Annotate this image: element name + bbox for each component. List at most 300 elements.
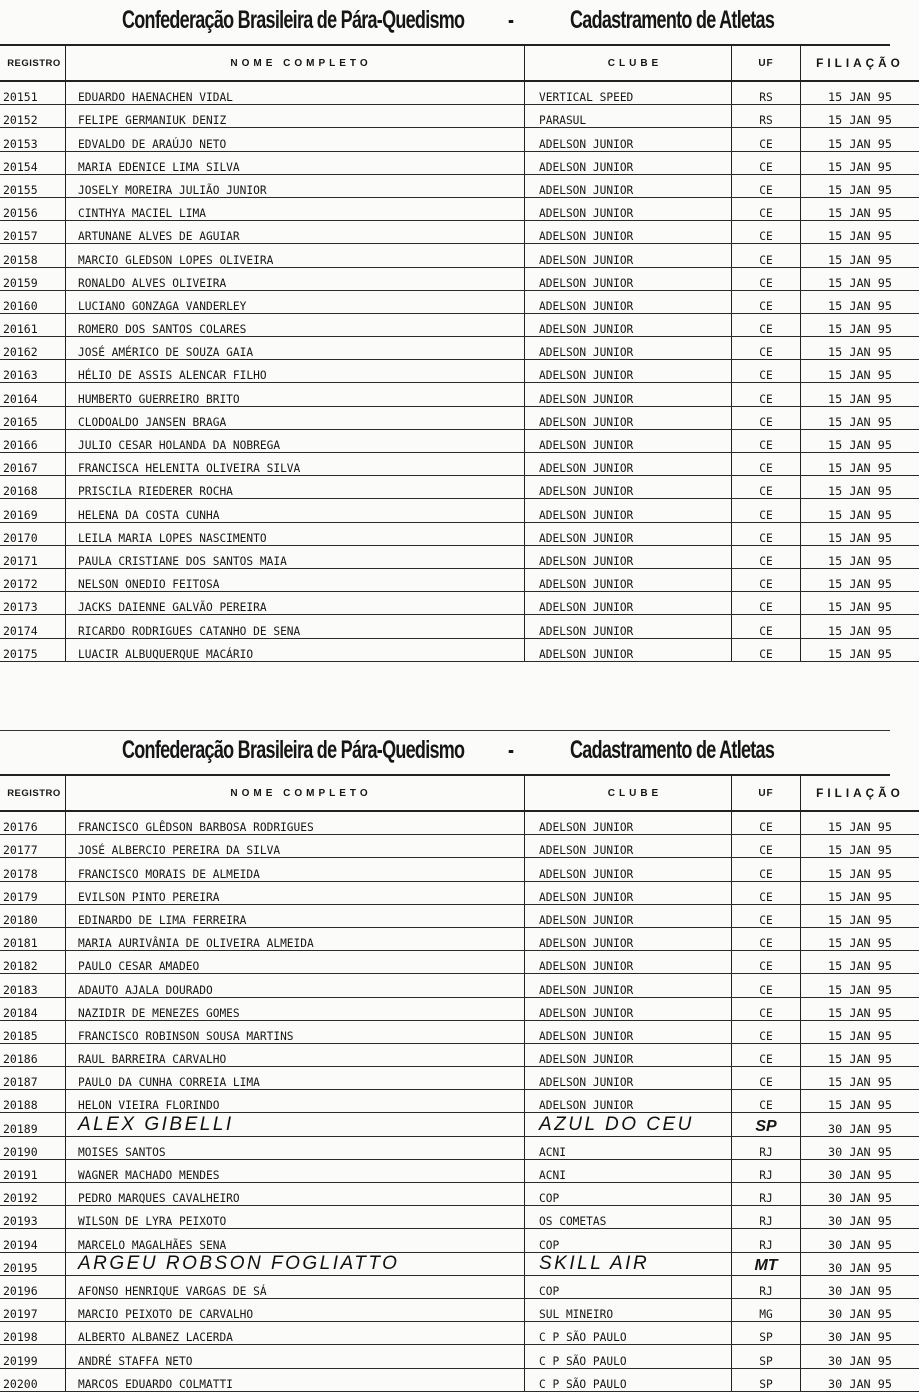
cell-filiacao: 15 JAN 95 xyxy=(801,221,919,244)
cell-uf: CE xyxy=(732,1020,801,1043)
cell-nome: NELSON ONEDIO FEITOSA xyxy=(66,568,525,591)
cell-uf: CE xyxy=(732,406,801,429)
cell-clube: ADELSON JUNIOR xyxy=(525,476,732,499)
cell-filiacao: 15 JAN 95 xyxy=(801,105,919,128)
cell-filiacao: 30 JAN 95 xyxy=(801,1368,919,1391)
table-row xyxy=(0,1206,919,1229)
cell-nome: WILSON DE LYRA PEIXOTO xyxy=(66,1206,525,1229)
cell-filiacao: 15 JAN 95 xyxy=(801,499,919,522)
cell-nome: MARCELO MAGALHÃES SENA xyxy=(66,1229,525,1252)
cell-uf: MT xyxy=(732,1252,801,1275)
cell-clube: ADELSON JUNIOR xyxy=(525,499,732,522)
cell-nome: ALEX GIBELLI xyxy=(66,1113,525,1136)
cell-registro: 20158 xyxy=(0,244,66,267)
cell-clube: ADELSON JUNIOR xyxy=(525,453,732,476)
cell-registro: 20188 xyxy=(0,1090,66,1113)
cell-filiacao: 15 JAN 95 xyxy=(801,522,919,545)
cell-filiacao: 15 JAN 95 xyxy=(801,453,919,476)
cell-registro: 20174 xyxy=(0,615,66,638)
cell-clube: ADELSON JUNIOR xyxy=(525,267,732,290)
cell-clube: OS COMETAS xyxy=(525,1206,732,1229)
cell-registro: 20162 xyxy=(0,337,66,360)
cell-registro: 20200 xyxy=(0,1368,66,1391)
cell-filiacao: 15 JAN 95 xyxy=(801,174,919,197)
cell-nome: MARIA EDENICE LIMA SILVA xyxy=(66,151,525,174)
registration-sheet xyxy=(0,730,890,1392)
cell-clube: COP xyxy=(525,1229,732,1252)
table-row xyxy=(0,1067,919,1090)
table-body xyxy=(0,81,919,661)
cell-clube: ADELSON JUNIOR xyxy=(525,835,732,858)
table-row xyxy=(0,174,919,197)
cell-uf: CE xyxy=(732,1067,801,1090)
cell-clube: ADELSON JUNIOR xyxy=(525,974,732,997)
cell-clube: ADELSON JUNIOR xyxy=(525,1090,732,1113)
table-row xyxy=(0,151,919,174)
cell-filiacao: 30 JAN 95 xyxy=(801,1298,919,1321)
cell-clube: ADELSON JUNIOR xyxy=(525,290,732,313)
cell-clube: COP xyxy=(525,1275,732,1298)
cell-clube: SKILL AIR xyxy=(525,1252,732,1275)
cell-uf: CE xyxy=(732,615,801,638)
cell-registro: 20173 xyxy=(0,592,66,615)
cell-filiacao: 15 JAN 95 xyxy=(801,151,919,174)
cell-filiacao: 30 JAN 95 xyxy=(801,1275,919,1298)
cell-uf: CE xyxy=(732,858,801,881)
cell-filiacao: 15 JAN 95 xyxy=(801,406,919,429)
cell-nome: MARIA AURIVÂNIA DE OLIVEIRA ALMEIDA xyxy=(66,927,525,950)
cell-registro: 20161 xyxy=(0,313,66,336)
cell-clube: ADELSON JUNIOR xyxy=(525,1067,732,1090)
cell-registro: 20156 xyxy=(0,197,66,220)
table-row xyxy=(0,476,919,499)
table-row xyxy=(0,927,919,950)
cell-registro: 20159 xyxy=(0,267,66,290)
cell-clube: ADELSON JUNIOR xyxy=(525,568,732,591)
cell-clube: ADELSON JUNIOR xyxy=(525,592,732,615)
cell-uf: CE xyxy=(732,835,801,858)
cell-filiacao: 15 JAN 95 xyxy=(801,197,919,220)
cell-filiacao: 30 JAN 95 xyxy=(801,1136,919,1159)
table-row xyxy=(0,337,919,360)
cell-filiacao: 30 JAN 95 xyxy=(801,1113,919,1136)
cell-clube: PARASUL xyxy=(525,105,732,128)
cell-clube: ADELSON JUNIOR xyxy=(525,997,732,1020)
cell-filiacao: 15 JAN 95 xyxy=(801,638,919,661)
cell-uf: CE xyxy=(732,429,801,452)
cell-uf: CE xyxy=(732,811,801,835)
cell-clube: ADELSON JUNIOR xyxy=(525,545,732,568)
cell-registro: 20195 xyxy=(0,1252,66,1275)
table-row xyxy=(0,1020,919,1043)
cell-filiacao: 15 JAN 95 xyxy=(801,545,919,568)
table-row xyxy=(0,1275,919,1298)
cell-clube: ADELSON JUNIOR xyxy=(525,244,732,267)
cell-nome: JOSÉ ALBERCIO PEREIRA DA SILVA xyxy=(66,835,525,858)
cell-uf: CE xyxy=(732,974,801,997)
cell-nome: MARCIO GLEDSON LOPES OLIVEIRA xyxy=(66,244,525,267)
cell-registro: 20152 xyxy=(0,105,66,128)
cell-registro: 20163 xyxy=(0,360,66,383)
table-row xyxy=(0,997,919,1020)
cell-clube: C P SÃO PAULO xyxy=(525,1368,732,1391)
cell-clube: ADELSON JUNIOR xyxy=(525,1043,732,1066)
cell-filiacao: 15 JAN 95 xyxy=(801,1043,919,1066)
cell-uf: CE xyxy=(732,174,801,197)
cell-registro: 20164 xyxy=(0,383,66,406)
cell-uf: CE xyxy=(732,997,801,1020)
cell-filiacao: 15 JAN 95 xyxy=(801,476,919,499)
table-row xyxy=(0,244,919,267)
cell-nome: HELENA DA COSTA CUNHA xyxy=(66,499,525,522)
table-header-row xyxy=(0,776,919,811)
cell-clube: C P SÃO PAULO xyxy=(525,1345,732,1368)
cell-registro: 20166 xyxy=(0,429,66,452)
cell-uf: SP xyxy=(732,1345,801,1368)
cell-registro: 20169 xyxy=(0,499,66,522)
cell-filiacao: 15 JAN 95 xyxy=(801,904,919,927)
cell-uf: CE xyxy=(732,453,801,476)
cell-clube: ADELSON JUNIOR xyxy=(525,174,732,197)
table-row xyxy=(0,1136,919,1159)
cell-registro: 20153 xyxy=(0,128,66,151)
cell-registro: 20171 xyxy=(0,545,66,568)
cell-uf: CE xyxy=(732,290,801,313)
cell-filiacao: 15 JAN 95 xyxy=(801,568,919,591)
cell-filiacao: 15 JAN 95 xyxy=(801,1067,919,1090)
column-header-clube: CLUBE xyxy=(525,776,732,811)
column-header-filiacao: FILIAÇÃO xyxy=(801,46,919,81)
table-row xyxy=(0,313,919,336)
table-row xyxy=(0,499,919,522)
cell-nome: ALBERTO ALBANEZ LACERDA xyxy=(66,1322,525,1345)
cell-nome: LUACIR ALBUQUERQUE MACÁRIO xyxy=(66,638,525,661)
cell-nome: EDUARDO HAENACHEN VIDAL xyxy=(66,81,525,105)
cell-clube: ADELSON JUNIOR xyxy=(525,811,732,835)
cell-filiacao: 15 JAN 95 xyxy=(801,1020,919,1043)
cell-nome: JACKS DAIENNE GALVÃO PEREIRA xyxy=(66,592,525,615)
cell-filiacao: 15 JAN 95 xyxy=(801,811,919,835)
cell-clube: COP xyxy=(525,1183,732,1206)
cell-nome: LUCIANO GONZAGA VANDERLEY xyxy=(66,290,525,313)
cell-uf: SP xyxy=(732,1322,801,1345)
cell-registro: 20181 xyxy=(0,927,66,950)
cell-registro: 20177 xyxy=(0,835,66,858)
cell-nome: RICARDO RODRIGUES CATANHO DE SENA xyxy=(66,615,525,638)
cell-clube: AZUL DO CEU xyxy=(525,1113,732,1136)
table-row xyxy=(0,522,919,545)
cell-registro: 20155 xyxy=(0,174,66,197)
cell-nome: MARCIO PEIXOTO DE CARVALHO xyxy=(66,1298,525,1321)
cell-registro: 20165 xyxy=(0,406,66,429)
cell-nome: ARGEU ROBSON FOGLIATTO xyxy=(66,1252,525,1275)
cell-filiacao: 15 JAN 95 xyxy=(801,313,919,336)
table-row xyxy=(0,1368,919,1391)
table-row xyxy=(0,545,919,568)
cell-filiacao: 15 JAN 95 xyxy=(801,1090,919,1113)
cell-clube: ADELSON JUNIOR xyxy=(525,951,732,974)
cell-nome: EVILSON PINTO PEREIRA xyxy=(66,881,525,904)
table-row xyxy=(0,615,919,638)
cell-filiacao: 15 JAN 95 xyxy=(801,290,919,313)
column-header-clube: CLUBE xyxy=(525,46,732,81)
cell-clube: ADELSON JUNIOR xyxy=(525,151,732,174)
table-row xyxy=(0,290,919,313)
cell-filiacao: 15 JAN 95 xyxy=(801,383,919,406)
cell-nome: RAUL BARREIRA CARVALHO xyxy=(66,1043,525,1066)
cell-uf: CE xyxy=(732,499,801,522)
table-row xyxy=(0,1183,919,1206)
cell-uf: CE xyxy=(732,128,801,151)
cell-registro: 20182 xyxy=(0,951,66,974)
cell-filiacao: 15 JAN 95 xyxy=(801,267,919,290)
column-header-nome: NOME COMPLETO xyxy=(66,776,525,811)
cell-clube: ADELSON JUNIOR xyxy=(525,638,732,661)
cell-nome: MOISES SANTOS xyxy=(66,1136,525,1159)
cell-filiacao: 30 JAN 95 xyxy=(801,1159,919,1182)
cell-uf: RJ xyxy=(732,1183,801,1206)
cell-nome: JULIO CESAR HOLANDA DA NOBREGA xyxy=(66,429,525,452)
cell-registro: 20191 xyxy=(0,1159,66,1182)
cell-clube: ADELSON JUNIOR xyxy=(525,858,732,881)
cell-nome: HUMBERTO GUERREIRO BRITO xyxy=(66,383,525,406)
cell-filiacao: 15 JAN 95 xyxy=(801,927,919,950)
cell-nome: PAULA CRISTIANE DOS SANTOS MAIA xyxy=(66,545,525,568)
cell-registro: 20187 xyxy=(0,1067,66,1090)
cell-nome: EDINARDO DE LIMA FERREIRA xyxy=(66,904,525,927)
cell-nome: CLODOALDO JANSEN BRAGA xyxy=(66,406,525,429)
federation-title: Confederação Brasileira de Pára-Quedismo xyxy=(122,736,464,765)
table-row xyxy=(0,1298,919,1321)
athletes-table xyxy=(0,46,919,662)
cell-uf: CE xyxy=(732,1043,801,1066)
cell-filiacao: 15 JAN 95 xyxy=(801,128,919,151)
cell-filiacao: 15 JAN 95 xyxy=(801,997,919,1020)
cell-uf: CE xyxy=(732,638,801,661)
federation-title: Confederação Brasileira de Pára-Quedismo xyxy=(122,6,464,35)
table-row xyxy=(0,592,919,615)
cell-nome: HÉLIO DE ASSIS ALENCAR FILHO xyxy=(66,360,525,383)
title-separator: - xyxy=(508,6,513,35)
cell-filiacao: 15 JAN 95 xyxy=(801,858,919,881)
table-row xyxy=(0,267,919,290)
cell-uf: RJ xyxy=(732,1206,801,1229)
column-header-uf: UF xyxy=(732,46,801,81)
cell-uf: CE xyxy=(732,383,801,406)
table-row xyxy=(0,128,919,151)
table-row xyxy=(0,1229,919,1252)
cell-registro: 20193 xyxy=(0,1206,66,1229)
cell-registro: 20154 xyxy=(0,151,66,174)
table-row xyxy=(0,406,919,429)
table-header-row xyxy=(0,46,919,81)
cell-nome: FRANCISCA HELENITA OLIVEIRA SILVA xyxy=(66,453,525,476)
cell-registro: 20170 xyxy=(0,522,66,545)
cell-nome: PEDRO MARQUES CAVALHEIRO xyxy=(66,1183,525,1206)
table-row xyxy=(0,1043,919,1066)
cell-uf: MG xyxy=(732,1298,801,1321)
cell-uf: CE xyxy=(732,522,801,545)
table-row xyxy=(0,383,919,406)
cell-registro: 20157 xyxy=(0,221,66,244)
cell-nome: FELIPE GERMANIUK DENIZ xyxy=(66,105,525,128)
cell-registro: 20151 xyxy=(0,81,66,105)
cell-filiacao: 15 JAN 95 xyxy=(801,337,919,360)
cell-clube: ADELSON JUNIOR xyxy=(525,383,732,406)
cell-registro: 20192 xyxy=(0,1183,66,1206)
cell-filiacao: 15 JAN 95 xyxy=(801,360,919,383)
cell-uf: RS xyxy=(732,105,801,128)
cell-registro: 20184 xyxy=(0,997,66,1020)
cell-uf: RJ xyxy=(732,1229,801,1252)
cell-filiacao: 15 JAN 95 xyxy=(801,951,919,974)
cell-clube: ADELSON JUNIOR xyxy=(525,881,732,904)
cell-uf: CE xyxy=(732,337,801,360)
column-header-filiacao: FILIAÇÃO xyxy=(801,776,919,811)
cell-nome: HELON VIEIRA FLORINDO xyxy=(66,1090,525,1113)
cell-uf: CE xyxy=(732,221,801,244)
cell-filiacao: 15 JAN 95 xyxy=(801,81,919,105)
cell-uf: CE xyxy=(732,313,801,336)
table-row xyxy=(0,221,919,244)
cell-uf: CE xyxy=(732,545,801,568)
cell-clube: ADELSON JUNIOR xyxy=(525,904,732,927)
cell-uf: RJ xyxy=(732,1159,801,1182)
document-title: Cadastramento de Atletas xyxy=(570,6,774,35)
cell-nome: RONALDO ALVES OLIVEIRA xyxy=(66,267,525,290)
cell-uf: RJ xyxy=(732,1275,801,1298)
table-row xyxy=(0,1322,919,1345)
cell-registro: 20185 xyxy=(0,1020,66,1043)
cell-filiacao: 30 JAN 95 xyxy=(801,1252,919,1275)
cell-uf: CE xyxy=(732,360,801,383)
cell-filiacao: 30 JAN 95 xyxy=(801,1322,919,1345)
cell-registro: 20186 xyxy=(0,1043,66,1066)
column-header-registro: REGISTRO xyxy=(0,46,66,81)
table-row xyxy=(0,453,919,476)
cell-uf: CE xyxy=(732,568,801,591)
cell-uf: CE xyxy=(732,904,801,927)
cell-uf: CE xyxy=(732,267,801,290)
cell-registro: 20167 xyxy=(0,453,66,476)
sheet-header xyxy=(0,0,890,46)
cell-registro: 20190 xyxy=(0,1136,66,1159)
table-row xyxy=(0,1345,919,1368)
cell-nome: CINTHYA MACIEL LIMA xyxy=(66,197,525,220)
cell-clube: ADELSON JUNIOR xyxy=(525,927,732,950)
cell-clube: ACNI xyxy=(525,1159,732,1182)
cell-uf: SP xyxy=(732,1113,801,1136)
cell-registro: 20189 xyxy=(0,1113,66,1136)
cell-nome: PAULO DA CUNHA CORREIA LIMA xyxy=(66,1067,525,1090)
table-row xyxy=(0,974,919,997)
column-header-registro: REGISTRO xyxy=(0,776,66,811)
cell-uf: CE xyxy=(732,1090,801,1113)
title-separator: - xyxy=(508,736,513,765)
cell-registro: 20180 xyxy=(0,904,66,927)
cell-nome: JOSÉ AMÉRICO DE SOUZA GAIA xyxy=(66,337,525,360)
cell-uf: RS xyxy=(732,81,801,105)
table-row xyxy=(0,1090,919,1113)
cell-clube: VERTICAL SPEED xyxy=(525,81,732,105)
cell-nome: AFONSO HENRIQUE VARGAS DE SÁ xyxy=(66,1275,525,1298)
cell-registro: 20198 xyxy=(0,1322,66,1345)
table-row xyxy=(0,360,919,383)
cell-nome: NAZIDIR DE MENEZES GOMES xyxy=(66,997,525,1020)
cell-clube: ACNI xyxy=(525,1136,732,1159)
cell-clube: ADELSON JUNIOR xyxy=(525,406,732,429)
cell-clube: ADELSON JUNIOR xyxy=(525,615,732,638)
cell-uf: CE xyxy=(732,244,801,267)
cell-clube: SUL MINEIRO xyxy=(525,1298,732,1321)
cell-nome: EDVALDO DE ARAÚJO NETO xyxy=(66,128,525,151)
cell-nome: FRANCISCO GLÊDSON BARBOSA RODRIGUES xyxy=(66,811,525,835)
table-row xyxy=(0,568,919,591)
cell-uf: CE xyxy=(732,951,801,974)
cell-uf: CE xyxy=(732,592,801,615)
table-row xyxy=(0,429,919,452)
cell-nome: LEILA MARIA LOPES NASCIMENTO xyxy=(66,522,525,545)
cell-registro: 20199 xyxy=(0,1345,66,1368)
cell-filiacao: 15 JAN 95 xyxy=(801,881,919,904)
cell-filiacao: 30 JAN 95 xyxy=(801,1206,919,1229)
registration-sheet xyxy=(0,0,890,662)
cell-uf: CE xyxy=(732,476,801,499)
table-row xyxy=(0,1113,919,1136)
table-row xyxy=(0,105,919,128)
table-row xyxy=(0,835,919,858)
cell-clube: ADELSON JUNIOR xyxy=(525,221,732,244)
cell-nome: ARTUNANE ALVES DE AGUIAR xyxy=(66,221,525,244)
cell-registro: 20196 xyxy=(0,1275,66,1298)
table-row xyxy=(0,1159,919,1182)
cell-clube: ADELSON JUNIOR xyxy=(525,313,732,336)
cell-registro: 20178 xyxy=(0,858,66,881)
cell-registro: 20168 xyxy=(0,476,66,499)
cell-filiacao: 30 JAN 95 xyxy=(801,1183,919,1206)
cell-registro: 20175 xyxy=(0,638,66,661)
table-body xyxy=(0,811,919,1391)
table-row xyxy=(0,197,919,220)
cell-nome: PAULO CESAR AMADEO xyxy=(66,951,525,974)
cell-clube: ADELSON JUNIOR xyxy=(525,429,732,452)
cell-clube: ADELSON JUNIOR xyxy=(525,337,732,360)
table-row xyxy=(0,81,919,105)
cell-registro: 20194 xyxy=(0,1229,66,1252)
cell-clube: ADELSON JUNIOR xyxy=(525,522,732,545)
cell-filiacao: 15 JAN 95 xyxy=(801,429,919,452)
cell-clube: C P SÃO PAULO xyxy=(525,1322,732,1345)
cell-nome: PRISCILA RIEDERER ROCHA xyxy=(66,476,525,499)
sheet-header xyxy=(0,730,890,776)
cell-clube: ADELSON JUNIOR xyxy=(525,1020,732,1043)
athletes-table xyxy=(0,776,919,1392)
cell-uf: CE xyxy=(732,881,801,904)
table-row xyxy=(0,881,919,904)
table-row xyxy=(0,904,919,927)
cell-filiacao: 15 JAN 95 xyxy=(801,592,919,615)
cell-uf: SP xyxy=(732,1368,801,1391)
table-row xyxy=(0,811,919,835)
cell-filiacao: 15 JAN 95 xyxy=(801,244,919,267)
cell-filiacao: 30 JAN 95 xyxy=(801,1229,919,1252)
cell-filiacao: 15 JAN 95 xyxy=(801,615,919,638)
cell-nome: MARCOS EDUARDO COLMATTI xyxy=(66,1368,525,1391)
table-row xyxy=(0,638,919,661)
cell-filiacao: 30 JAN 95 xyxy=(801,1345,919,1368)
cell-nome: WAGNER MACHADO MENDES xyxy=(66,1159,525,1182)
cell-registro: 20160 xyxy=(0,290,66,313)
